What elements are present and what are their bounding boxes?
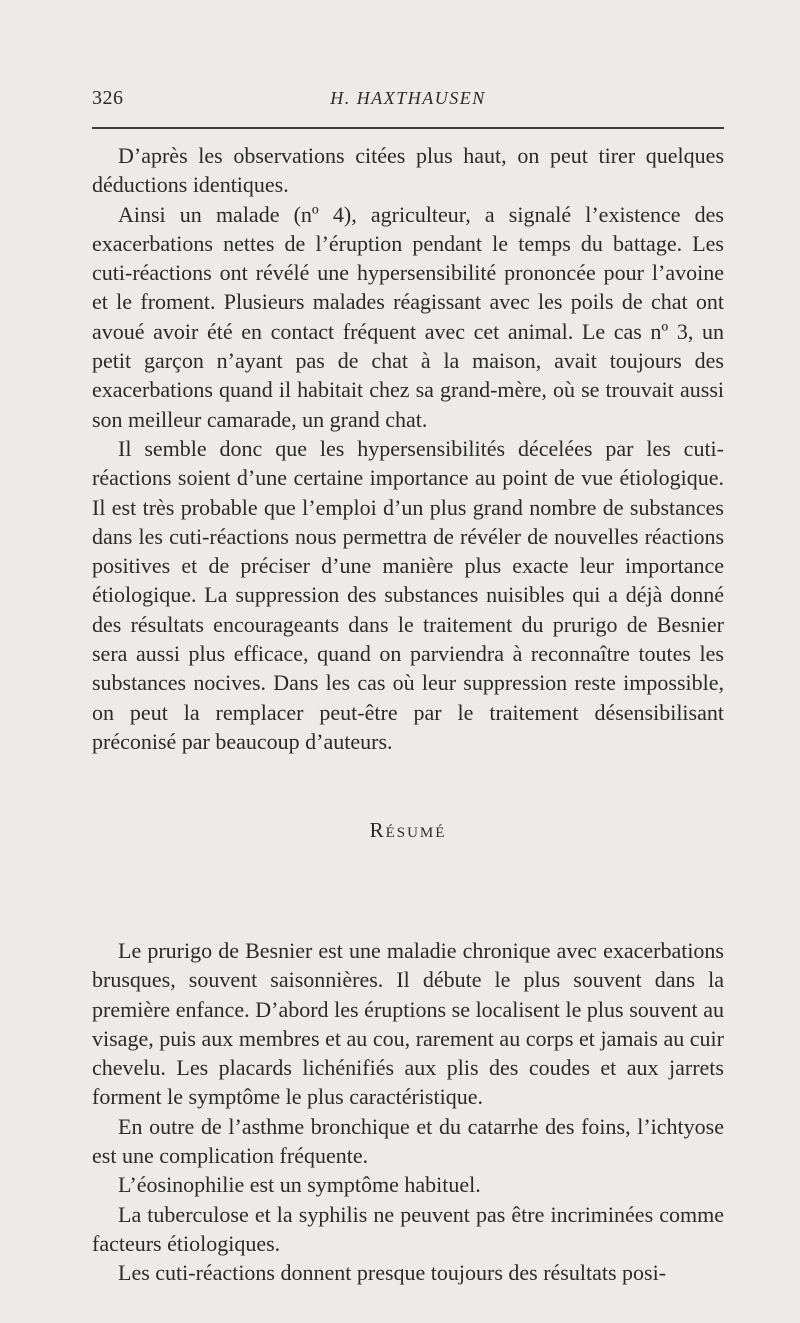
paragraph: Les cuti-réactions donnent presque toujours des résultats posi- bbox=[118, 1260, 667, 1286]
section-heading-initial: R bbox=[369, 818, 386, 842]
running-head: H. HAXTHAUSEN bbox=[330, 88, 486, 108]
header-rule bbox=[92, 127, 724, 129]
paragraph: D’après les observations citées plus haut, on peut tirer quelques déductions identiques. bbox=[92, 143, 724, 198]
body-text bbox=[92, 141, 724, 756]
page-header bbox=[92, 87, 724, 117]
paragraph: Ainsi un malade (nº 4), agriculteur, a signalé l’existence des exacerbations nettes de l’éruption pendant le temps du battage. Les cuti-réactions ont révélé une hypersensibilité prononcée pour l’avoine et le froment. Plusieurs malades réagissant avec les poils de chat ont avoué avoir été en contact fréquent avec cet animal. Le cas nº 3, un petit garçon n’ayant pas de chat à la maison, avait toujours des exacerbations quand il habitait chez sa grand-mère, où se trouvait aussi son meilleur camarade, un grand chat. bbox=[92, 201, 724, 432]
page-number: 326 bbox=[92, 87, 124, 109]
paragraph: L’éosinophilie est un symptôme habituel. bbox=[118, 1172, 481, 1198]
paragraph: La tuberculose et la syphilis ne peuvent pas être incriminées comme facteurs étiologiques. bbox=[92, 1201, 724, 1256]
section-heading-rest: ÉSUMÉ bbox=[385, 825, 447, 841]
summary-text bbox=[92, 936, 724, 1288]
paragraph: En outre de l’asthme bronchique et du catarrhe des foins, l’ichtyose est une complication fréquente. bbox=[92, 1113, 724, 1169]
paragraph: Le prurigo de Besnier est une maladie chronique avec exacerbations brusques, souvent saisonnières. Il débute le plus souvent dans la première enfance. D’abord les éruptions se localisent le plus souvent au visage, puis aux membres et au cou, rarement au corps et jamais au cuir chevelu. Les placards lichénifiés aux plis des coudes et aux jarrets forment le symptôme le plus caractéristique. bbox=[92, 938, 724, 1110]
section-heading bbox=[92, 818, 724, 843]
paragraph: Il semble donc que les hypersensibilités décelées par les cuti-réactions soient d’une certaine importance au point de vue étiologique. Il est très probable que l’emploi d’un plus grand nombre de substances dans les cuti-réactions nous permettra de révéler de nouvelles réactions positives et de préciser d’une manière plus exacte leur importance étiologique. La suppression des substances nuisibles qui a déjà donné des résultats encourageants dans le traitement du prurigo de Besnier sera aussi plus efficace, quand on parviendra à reconnaître toutes les substances nocives. Dans les cas où leur suppression reste impossible, on peut la remplacer peut-être par le traitement désensibilisant préconisé par beaucoup d’auteurs. bbox=[92, 435, 724, 754]
